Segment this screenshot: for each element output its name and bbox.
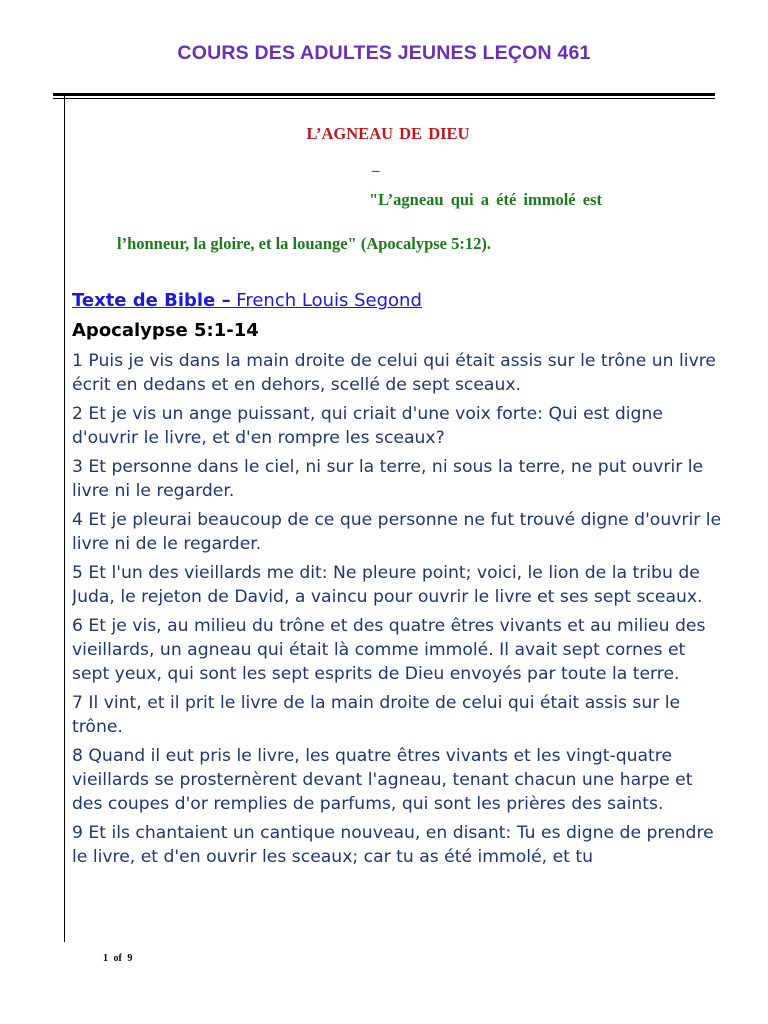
verse-4: 4 Et je pleurai beaucoup de ce que personne ne fut trouvé digne d'ouvrir le livre ni de le regarder. <box>72 510 722 554</box>
verse-1: 1 Puis je vis dans la main droite de celui qui était assis sur le trône un livre écrit en dedans et en dehors, scellé de sept sceaux. <box>72 351 717 395</box>
header-rule-thin <box>53 98 715 99</box>
lesson-title: L’AGNEAU DE DIEU <box>306 124 470 143</box>
header-rule-thick <box>53 93 715 96</box>
verse-5: 5 Et l'un des vieillards me dit: Ne pleure point; voici, le lion de la tribu de Juda, le rejeton de David, a vaincu pour ouvrir le livre et ses sept sceaux. <box>72 563 703 607</box>
bible-version-label: French Louis Segond <box>230 290 422 311</box>
document-header-title: COURS DES ADULTES JEUNES LEÇON 461 <box>177 42 591 64</box>
bible-text-link[interactable] <box>72 290 422 311</box>
verse-6: 6 Et je vis, au milieu du trône et des quatre êtres vivants et au milieu des vieillards, un agneau qui était là comme immolé. Il avait sept cornes et sept yeux, qui sont les sept esprits de Dieu envoyés par toute la terre. <box>72 616 706 684</box>
verse-3: 3 Et personne dans le ciel, ni sur la terre, ni sous la terre, ne put ouvrir le livre ni le regarder. <box>72 457 704 501</box>
title-dash: _ <box>372 158 380 174</box>
verse-7: 7 Il vint, et il prit le livre de la main droite de celui qui était assis sur le trône. <box>72 693 681 737</box>
verse-2: 2 Et je vis un ange puissant, qui criait d'une voix forte: Qui est digne d'ouvrir le livre, et d'en rompre les sceaux? <box>72 404 663 448</box>
key-verse-line-1: "L’agneau qui a été immolé est <box>369 190 602 209</box>
bible-text-link-label: Texte de Bible – <box>72 290 231 311</box>
verse-list <box>72 349 722 941</box>
verse-8: 8 Quand il eut pris le livre, les quatre êtres vivants et les vingt-quatre vieillards se prosternèrent devant l'agneau, tenant chacun une harpe et des coupes d'or remplies de parfums, qui sont les prières des saints. <box>72 746 693 814</box>
passage-reference: Apocalypse 5:1-14 <box>72 320 259 341</box>
key-verse-line-2: l’honneur, la gloire, et la louange" (Apocalypse 5:12). <box>117 234 491 253</box>
page-number: 1 of 9 <box>103 953 133 964</box>
left-margin-rule <box>64 96 65 942</box>
verse-9: 9 Et ils chantaient un cantique nouveau, en disant: Tu es digne de prendre le livre, et d'en ouvrir les sceaux; car tu as été immolé, et tu <box>72 823 714 867</box>
